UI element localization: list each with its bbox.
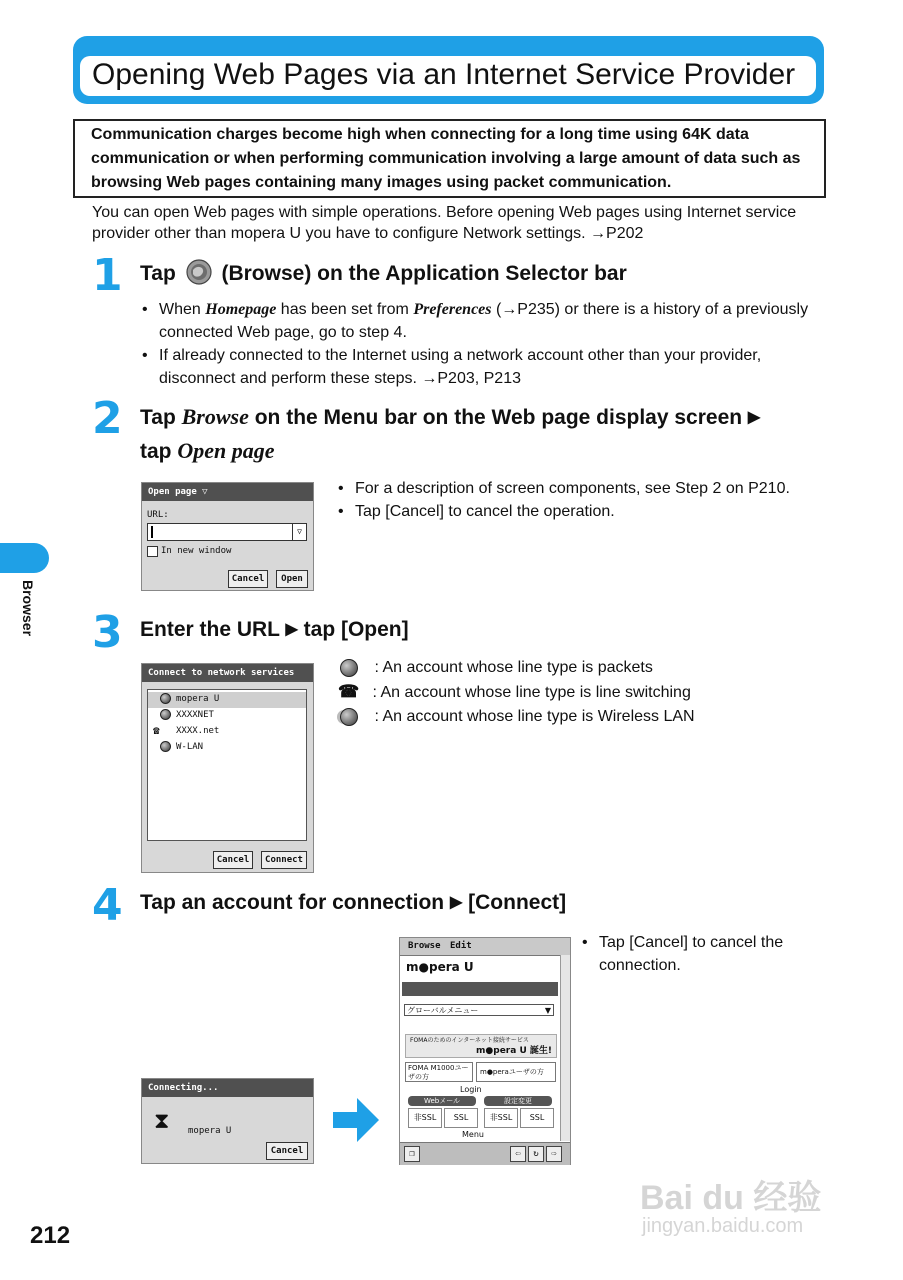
mopera-logo: m●pera U	[406, 960, 474, 974]
webmail-nonssl-button[interactable]: 非SSL	[408, 1108, 442, 1128]
step-1-post: (Browse) on the Application Selector bar	[221, 262, 627, 285]
settings-nonssl-button[interactable]: 非SSL	[484, 1108, 518, 1128]
page-title: Opening Web Pages via an Internet Service Provider	[92, 58, 796, 91]
menu-browse[interactable]: Browse	[408, 941, 441, 951]
browse-globe-icon	[186, 259, 212, 285]
browser-toolbar	[400, 1142, 570, 1165]
account-row-2[interactable]: XXXXNET	[148, 708, 306, 724]
login-label: Login	[460, 1085, 482, 1094]
scrollbar[interactable]	[560, 955, 570, 1141]
step-3-heading: Enter the URL ▶ tap [Open]	[140, 618, 409, 641]
open-page-title: Open page ▽	[142, 483, 313, 501]
packet-globe-icon	[340, 659, 358, 677]
new-window-checkbox[interactable]	[147, 546, 158, 557]
step-number-4: 4	[92, 880, 123, 931]
url-label: URL:	[147, 510, 169, 520]
open-page-screen	[141, 482, 314, 591]
page-number: 212	[30, 1222, 71, 1249]
packet-globe-icon	[160, 709, 171, 720]
connecting-title: Connecting...	[142, 1079, 313, 1097]
side-tab	[0, 543, 49, 573]
bookmark-icon[interactable]: ❐	[404, 1146, 420, 1162]
cancel-button[interactable]: Cancel	[228, 570, 268, 588]
intro-text: You can open Web pages with simple operations. Before opening Web pages using Internet service provider other than mopera U you have to configure Network settings. →P202	[92, 204, 797, 242]
connecting-screen	[141, 1078, 314, 1164]
legend-row-wlan: : An account whose line type is Wireless LAN	[338, 705, 818, 729]
service-banner[interactable]: FOMAのためのインターネット接続サービス m●pera U 誕生!	[405, 1034, 557, 1058]
step-1-heading	[140, 257, 830, 290]
cancel-button[interactable]: Cancel	[213, 851, 253, 869]
step-4-heading: Tap an account for connection ▶ [Connect]	[140, 891, 567, 914]
settings-ssl-button[interactable]: SSL	[520, 1108, 554, 1128]
packet-globe-icon	[160, 693, 171, 704]
global-menu-select[interactable]: グローバルメニュー ▼	[404, 1004, 554, 1016]
arrow-right-icon: ▶	[449, 894, 463, 911]
account-legend	[338, 656, 818, 729]
menu-label: Menu	[462, 1130, 484, 1139]
new-window-label: In new window	[161, 546, 232, 556]
account-row-3[interactable]: ☎ XXXX.net	[153, 724, 220, 737]
step-4-bullets	[580, 931, 820, 977]
warning-box	[73, 119, 826, 198]
open-button[interactable]: Open	[276, 570, 308, 588]
hourglass-icon: ⧗	[154, 1109, 170, 1134]
account-list	[147, 689, 307, 841]
webmail-ssl-button[interactable]: SSL	[444, 1108, 478, 1128]
foma-user-button[interactable]: FOMA M1000ユーザの方	[405, 1062, 473, 1082]
step-4-bullet-1: • Tap [Cancel] to cancel the connection.	[580, 931, 820, 977]
menu-edit[interactable]: Edit	[450, 941, 472, 951]
step-number-3: 3	[92, 607, 123, 658]
connect-title: Connect to network services	[142, 664, 313, 682]
step-2-bullets	[336, 477, 836, 523]
watermark-brand: Bai du 经验	[640, 1179, 822, 1217]
arrow-right-icon: ▶	[285, 621, 298, 638]
legend-row-packets: : An account whose line type is packets	[338, 656, 818, 680]
connect-network-screen	[141, 663, 314, 873]
dropdown-icon: ▼	[544, 1006, 551, 1015]
line-switching-icon: ☎	[153, 724, 160, 737]
account-row-1[interactable]: mopera U	[148, 692, 306, 708]
mopera-web-screen	[399, 937, 571, 1165]
step-number-2: 2	[92, 393, 123, 444]
step-2-bullet-1: • For a description of screen components, see Step 2 on P210.	[336, 477, 836, 500]
mopera-user-button[interactable]: m●peraユーザの方	[476, 1062, 556, 1082]
back-icon[interactable]: ⇦	[510, 1146, 526, 1162]
side-label: Browser	[20, 580, 36, 637]
transition-arrow-icon	[333, 1098, 379, 1142]
connect-button[interactable]: Connect	[261, 851, 307, 869]
wlan-globe-icon	[160, 741, 171, 752]
step-1-pre: Tap	[140, 262, 176, 285]
webmail-label: Webメール	[408, 1096, 476, 1106]
step-number-1: 1	[92, 250, 123, 301]
forward-icon[interactable]: ⇨	[546, 1146, 562, 1162]
warning-text: Communication charges become high when connecting for a long time using 64K data communication or when performing communication involving a large amount of data such as browsing Web pages containing many images using packet communication.	[91, 126, 801, 191]
step-2-bullet-2: • Tap [Cancel] to cancel the operation.	[336, 500, 836, 523]
reload-icon[interactable]: ↻	[528, 1146, 544, 1162]
line-switching-icon: ☎	[338, 682, 360, 701]
step-2-heading: Tap Browse on the Menu bar on the Web page display screen ▶ tap Open page	[140, 404, 761, 463]
url-dropdown-icon[interactable]: ▽	[292, 524, 306, 540]
browser-menu-bar	[400, 938, 570, 956]
wlan-globe-icon	[340, 708, 358, 726]
settings-label: 設定変更	[484, 1096, 552, 1106]
account-row-4[interactable]: W-LAN	[148, 740, 306, 756]
step-1-bullets	[140, 298, 820, 390]
url-input[interactable]	[147, 523, 307, 541]
watermark-url: jingyan.baidu.com	[642, 1215, 804, 1237]
step-1-bullet-2: • If already connected to the Internet using a network account other than your provider, disconnect and perform these steps. →P203, P213	[140, 344, 820, 390]
step-1-bullet-1: • When Homepage has been set from Preferences (→P235) or there is a history of a previously connected Web page, go to step 4.	[140, 298, 820, 344]
arrow-right-icon: ▶	[747, 409, 761, 426]
cancel-button[interactable]: Cancel	[266, 1142, 308, 1160]
header-band	[402, 982, 558, 996]
legend-row-line-switching: ☎ : An account whose line type is line switching	[338, 680, 818, 705]
connecting-account: mopera U	[188, 1126, 232, 1136]
